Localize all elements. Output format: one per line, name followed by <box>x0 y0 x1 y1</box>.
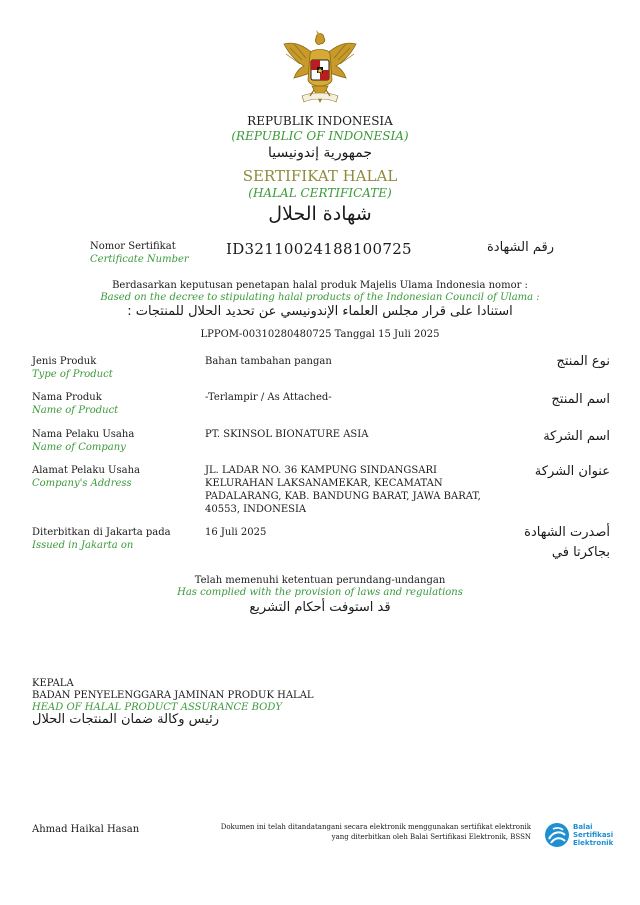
garuda-emblem <box>280 30 360 110</box>
decree-text: Berdasarkan keputusan penetapan halal produk Majelis Ulama Indonesia nomor : <box>112 280 528 291</box>
row-label-ar-line: أصدرت الشهادة <box>524 525 610 540</box>
compliance-text-en: Has complied with the provision of laws and regulations <box>177 587 463 598</box>
country-name-ar: جمهورية إندونيسيا <box>267 145 373 161</box>
certificate-title-ar: شهادة الحلال <box>268 203 372 225</box>
bsre-logo-line: Sertifikasi <box>573 831 614 839</box>
row-value: Bahan tambahan pangan <box>205 356 332 367</box>
bsre-logo-line: Balai <box>573 823 593 831</box>
row-value: PT. SKINSOL BIONATURE ASIA <box>205 429 369 440</box>
signatory-agency-ar: رئيس وكالة ضمان المنتجات الحلال <box>32 712 220 727</box>
signatory-title: KEPALA <box>32 678 74 689</box>
address-line: PADALARANG, KAB. BANDUNG BARAT, JAWA BARAT, <box>205 491 481 502</box>
row-label-en: Type of Product <box>32 369 113 380</box>
row-value: -Terlampir / As Attached- <box>205 392 332 403</box>
e-signature-note-line: Dokumen ini telah ditandatangani secara elektronik menggunakan sertifikat elektronik <box>220 823 531 831</box>
row-label-ar: نوع المنتج <box>556 354 610 369</box>
e-signature-note <box>180 822 531 842</box>
row-label: Jenis Produk <box>32 356 97 367</box>
decree-text-en: Based on the decree to stipulating halal products of the Indonesian Council of Ulama : <box>100 292 540 303</box>
row-value: 16 Juli 2025 <box>205 527 267 538</box>
certificate-title-en: (HALAL CERTIFICATE) <box>248 186 392 200</box>
decree-reference: LPPOM-00310280480725 Tanggal 15 Juli 2025 <box>200 329 440 340</box>
country-name: REPUBLIK INDONESIA <box>247 114 393 128</box>
row-label-en: Name of Product <box>32 405 119 416</box>
row-label-ar-line: بجاكرتا في <box>551 545 610 560</box>
row-label: Diterbitkan di Jakarta pada <box>32 527 171 538</box>
cert-number-label: Nomor Sertifikat <box>90 241 176 252</box>
cert-number-label-en: Certificate Number <box>90 254 189 265</box>
compliance-text: Telah memenuhi ketentuan perundang-undangan <box>194 575 446 586</box>
row-label: Nama Produk <box>32 392 102 403</box>
cert-number: ID32110024188100725 <box>226 240 412 258</box>
row-label-en: Issued in Jakarta on <box>32 540 134 551</box>
signatory-agency-en: HEAD OF HALAL PRODUCT ASSURANCE BODY <box>32 702 282 713</box>
signatory-agency: BADAN PENYELENGGARA JAMINAN PRODUK HALAL <box>32 690 314 701</box>
row-label-ar: اسم الشركة <box>543 429 610 444</box>
address-line: 40553, INDONESIA <box>205 504 307 515</box>
compliance-text-ar: قد استوفت أحكام التشريع <box>249 600 391 615</box>
row-label-ar: عنوان الشركة <box>534 464 610 479</box>
address-line: KELURAHAN LAKSANAMEKAR, KECAMATAN <box>205 478 443 489</box>
row-label-ar: اسم المنتج <box>551 392 610 407</box>
row-label: Alamat Pelaku Usaha <box>32 465 140 476</box>
bsre-logo-icon <box>543 821 571 849</box>
bsre-logo-line: Elektronik <box>573 839 614 847</box>
cert-number-label-ar: رقم الشهادة <box>487 240 554 255</box>
bsre-logo-text <box>573 823 613 847</box>
signatory-name: Ahmad Haikal Hasan <box>32 824 140 835</box>
row-label: Nama Pelaku Usaha <box>32 429 135 440</box>
country-name-en: (REPUBLIC OF INDONESIA) <box>231 129 409 143</box>
decree-text-ar: استنادا على قرار مجلس العلماء الإندونيسي عن تحديد الحلال للمنتجات : <box>127 304 513 319</box>
address-line: JL. LADAR NO. 36 KAMPUNG SINDANGSARI <box>205 465 437 476</box>
row-label-en: Name of Company <box>32 442 126 453</box>
certificate-title: SERTIFIKAT HALAL <box>242 167 398 185</box>
e-signature-note-line: yang diterbitkan oleh Balai Sertifikasi Elektronik, BSSN <box>331 833 531 841</box>
row-label-en: Company's Address <box>32 478 132 489</box>
